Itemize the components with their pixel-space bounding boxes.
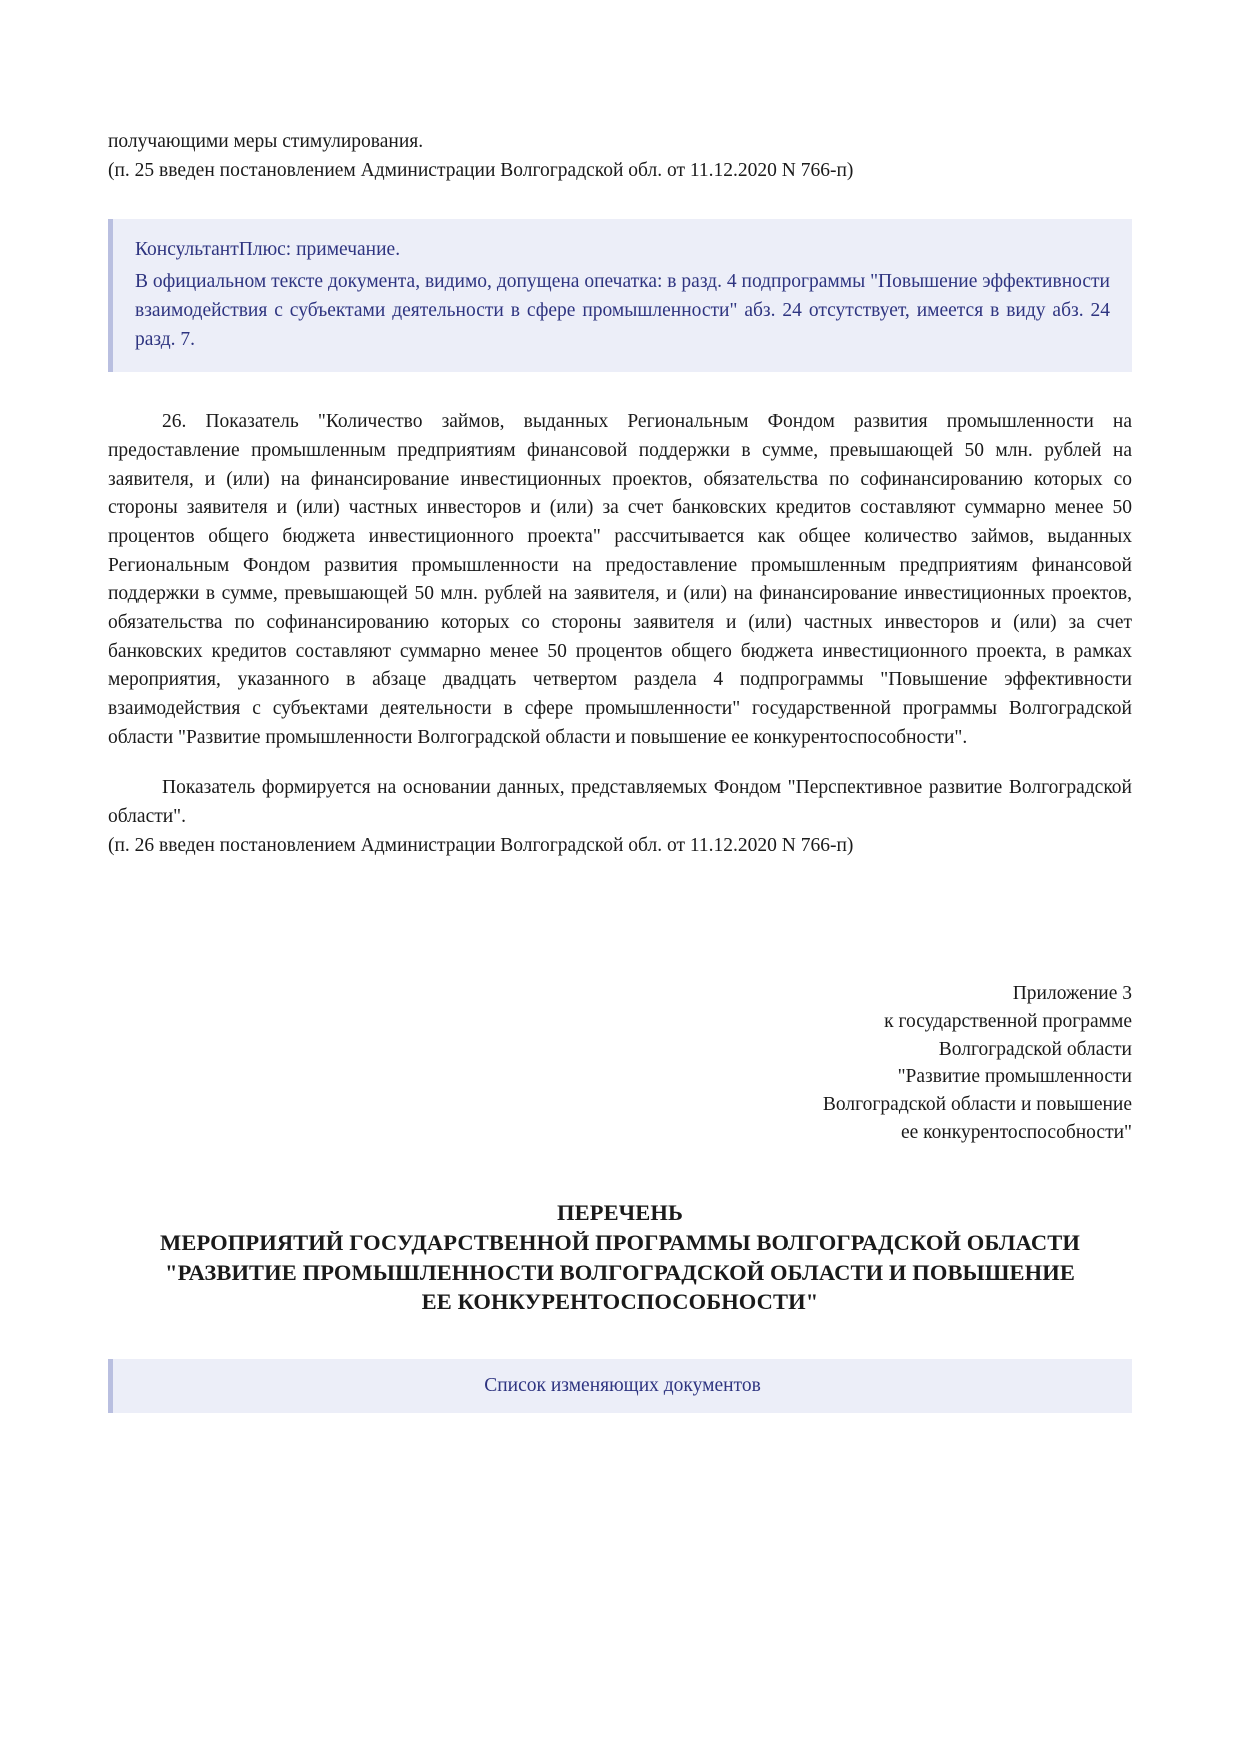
clause-26-source-reference: (п. 26 введен постановлением Администрации Волгоградской обл. от 11.12.2020 N 766-п) [108,834,854,856]
title-line-4: ЕЕ КОНКУРЕНТОСПОСОБНОСТИ" [421,1289,819,1315]
appendix-line-2: к государственной программе [884,1010,1132,1032]
changelist-label: Список изменяющих документов [484,1375,761,1397]
clause-26-paragraph: 26. Показатель "Количество займов, выданных Региональным Фондом развития промышленности на предоставление промышленным предприятиям финансовой поддержки в сумме, превышающей 50 млн. рублей на заявителя, и (или) на финансирование инвестиционных проектов, обязательства по софинансированию которых со стороны заявителя и (или) частных инвесторов и (или) за счет банковских кредитов составляют суммарно менее 50 процентов общего бюджета инвестиционного проекта" рассчитывается как общее количество займов, выданных Региональным Фондом развития промышленности на предоставление промышленным предприятиям финансовой поддержки в сумме, превышающей 50 млн. рублей на заявителя, и (или) на финансирование инвестиционных проектов, обязательства по софинансированию которых со стороны заявителя и (или) частных инвесторов и (или) за счет банковских кредитов составляют суммарно менее 50 процентов общего бюджета инвестиционного проекта, в рамках мероприятия, указанного в абзаце двадцать четвертом раздела 4 подпрограммы "Повышение эффективности взаимодействия с субъектами деятельности в сфере промышленности" государственной программы Волгоградской области "Развитие промышленности Волгоградской области и повышение ее конкурентоспособности". [108,411,1132,748]
paragraph-source-reference: (п. 25 введен постановлением Администрации Волгоградской обл. от 11.12.2020 N 766-п) [108,159,854,181]
page-title [108,1198,1132,1317]
appendix-line-1: Приложение 3 [1012,983,1132,1005]
appendix-line-5: Волгоградской области и повышение [822,1093,1132,1115]
appendix-line-3: Волгоградской области [938,1038,1132,1060]
consultant-note-heading: КонсультантПлюс: примечание. [135,239,401,261]
paragraph-continuation: получающими меры стимулирования. [108,131,424,152]
clause-26-note-paragraph: Показатель формируется на основании данных, представляемых Фондом "Перспективное развитие Волгоградской области". [108,777,1132,827]
appendix-line-4: "Развитие промышленности [897,1066,1132,1088]
appendix-block [108,980,1132,1146]
consultant-note-body: В официальном тексте документа, видимо, допущена опечатка: в разд. 4 подпрограммы "Повышение эффективности взаимодействия с субъектами деятельности в сфере промышленности" абз. 24 отсутствует, имеется в виду абз. 24 разд. 7. [135,270,1110,351]
changelist-bar [108,1359,1132,1413]
title-line-3: "РАЗВИТИЕ ПРОМЫШЛЕННОСТИ ВОЛГОГРАДСКОЙ ОБЛАСТИ И ПОВЫШЕНИЕ [165,1259,1075,1285]
consultant-note-box [108,219,1132,372]
appendix-line-6: ее конкурентоспособности" [900,1121,1132,1143]
title-line-2: МЕРОПРИЯТИЙ ГОСУДАРСТВЕННОЙ ПРОГРАММЫ ВОЛГОГРАДСКОЙ ОБЛАСТИ [160,1229,1080,1255]
title-line-1: ПЕРЕЧЕНЬ [557,1200,683,1226]
